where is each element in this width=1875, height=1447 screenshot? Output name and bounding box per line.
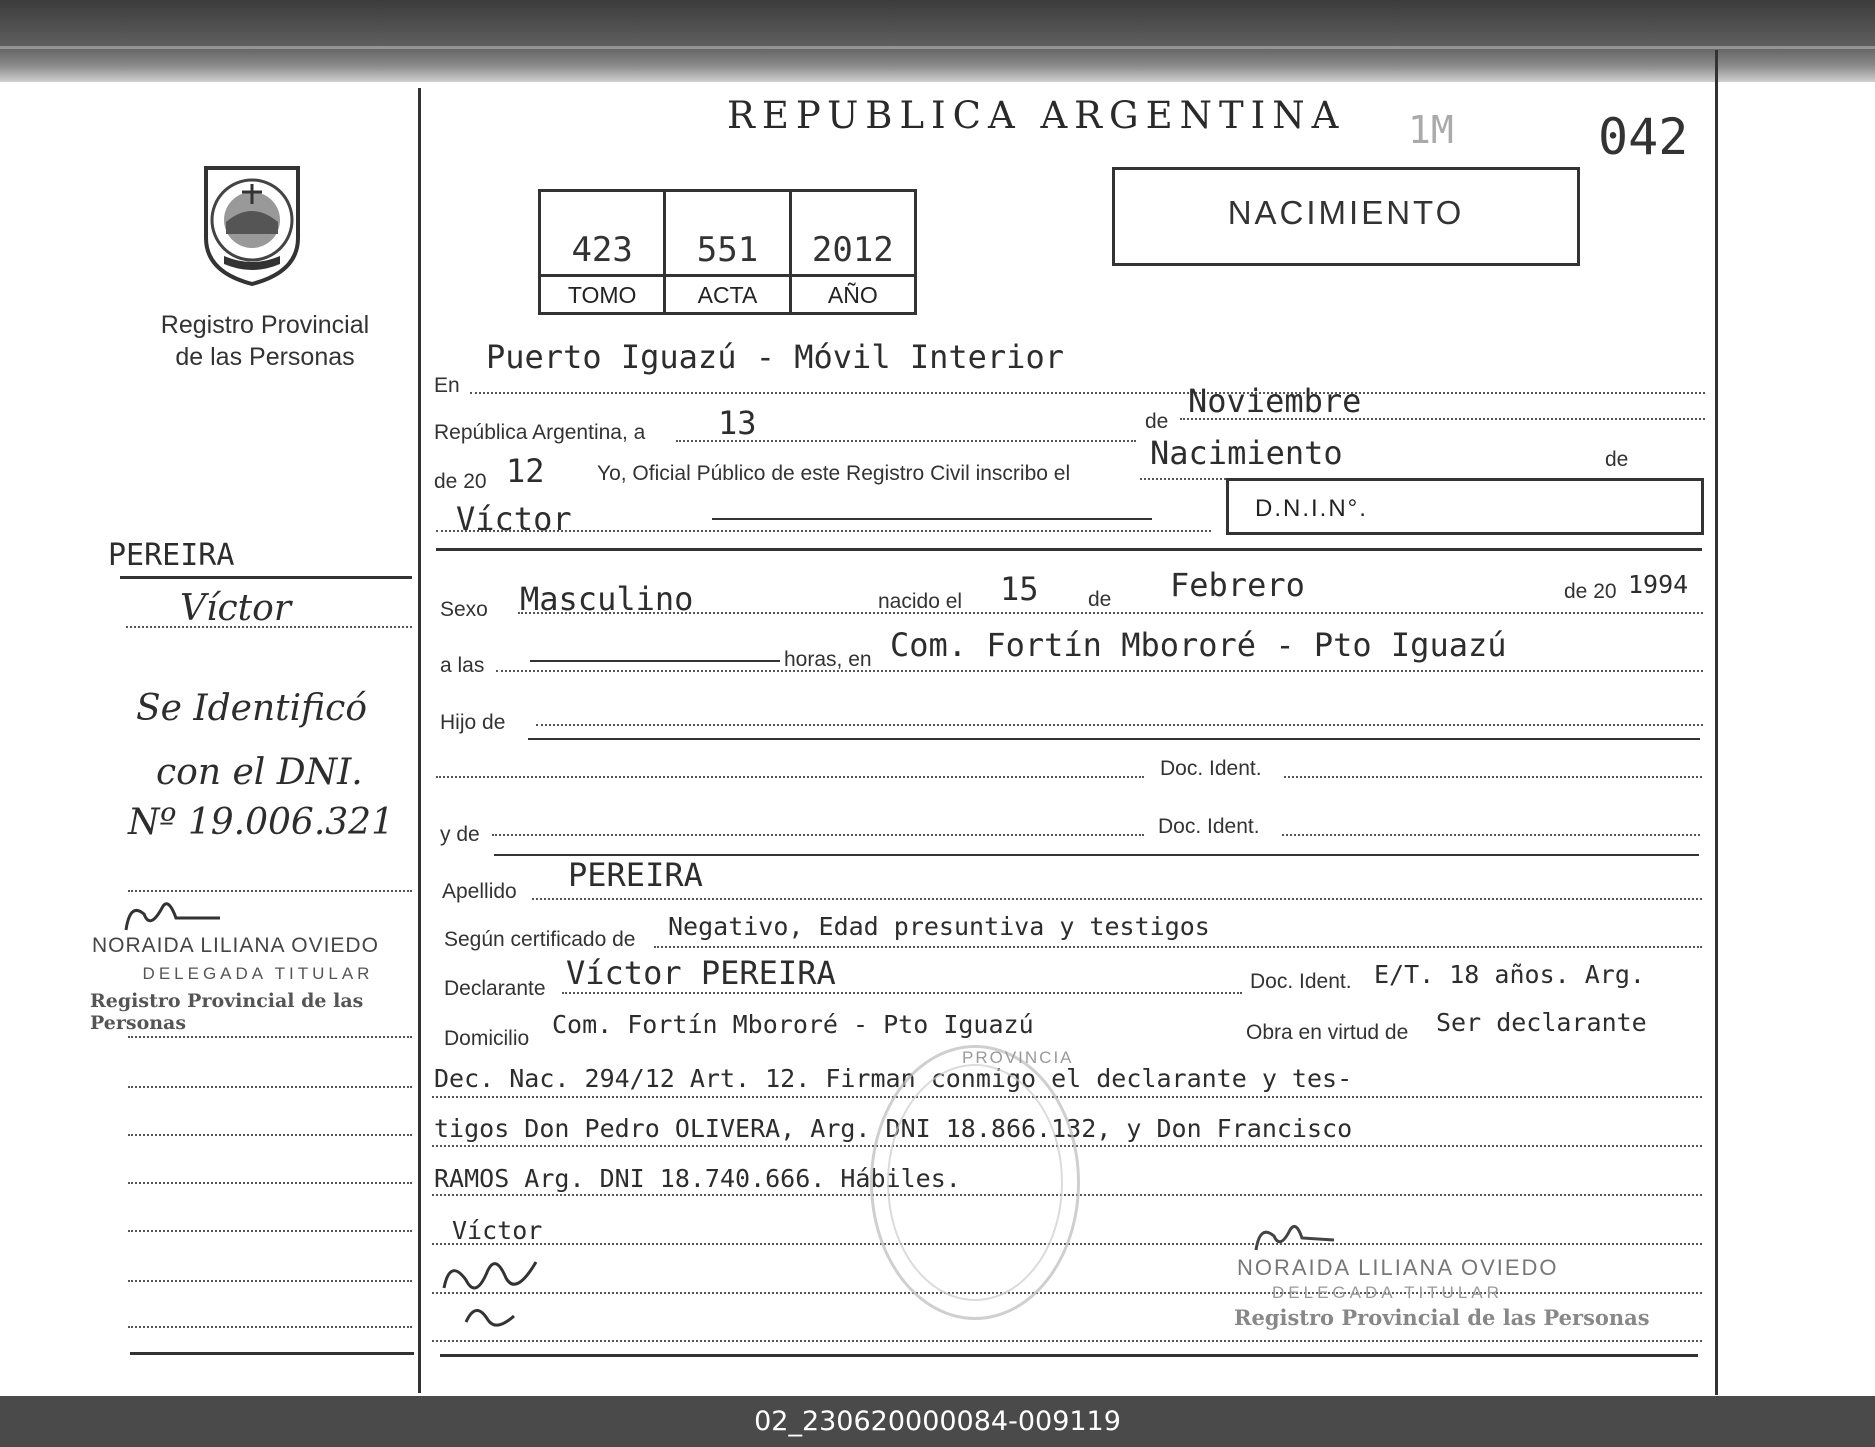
note-line-3: RAMOS Arg. DNI 18.740.666. Hábiles. <box>434 1164 961 1193</box>
margin-dotline-3 <box>128 1036 412 1038</box>
officer-stamp-office: Registro Provincial de las Personas <box>90 990 364 1034</box>
birth-place: Com. Fortín Mbororé - Pto Iguazú <box>890 626 1507 664</box>
note-line-1: Dec. Nac. 294/12 Art. 12. Firman conmigo el declarante y tes- <box>434 1064 1353 1093</box>
day-value: 13 <box>718 404 757 442</box>
hijo-line <box>536 724 1703 726</box>
hour-dash-line <box>530 660 780 662</box>
officer-stamp-title: DELEGADA TITULAR <box>142 964 374 983</box>
segun-value: Negativo, Edad presuntiva y testigos <box>668 912 1210 941</box>
doc-ident-label-2: Doc. Ident. <box>1158 815 1260 838</box>
officer-stamp-name-2: NORAIDA LILIANA OVIEDO <box>1237 1255 1559 1280</box>
sexo-line <box>518 612 1703 614</box>
acta-value: 551 <box>696 230 759 270</box>
faint-stamp-mark: 1M <box>1408 108 1454 152</box>
registry-line-1: Registro Provincial <box>160 311 370 339</box>
birth-month: Febrero <box>1170 566 1305 604</box>
apellido-label: Apellido <box>442 880 517 903</box>
de-label-3: de <box>1088 588 1112 611</box>
act-type-label: NACIMIENTO <box>1227 194 1465 231</box>
bottom-line-main <box>440 1354 1698 1357</box>
act-type-box <box>1112 167 1580 266</box>
mother-doc-line <box>1282 834 1700 836</box>
declarante-doc: E/T. 18 años. Arg. <box>1374 960 1645 989</box>
declarant-signature-name: Víctor <box>452 1216 543 1245</box>
margin-dotline-1 <box>126 626 412 628</box>
segun-label: Según certificado de <box>444 928 636 951</box>
alas-line <box>496 670 1703 672</box>
horas-label: horas, en <box>784 648 872 671</box>
obra-value: Ser declarante <box>1436 1008 1647 1037</box>
scan-top-edge <box>0 0 1875 82</box>
document-title: REPUBLICA ARGENTINA <box>727 94 1346 137</box>
note-dotline-5 <box>432 1292 1702 1294</box>
margin-dotline-6 <box>128 1182 412 1184</box>
de20-label: de 20 <box>434 470 487 493</box>
footer-id: 02_230620000084-009119 <box>754 1406 1121 1437</box>
note-dotline-1 <box>432 1096 1702 1098</box>
name-dash-line <box>712 518 1152 520</box>
margin-note-1: Se Identificó <box>136 688 367 729</box>
segun-line <box>654 946 1702 948</box>
dni-label: D.N.I.N°. <box>1255 495 1368 522</box>
officer-stamp-title-2: DELEGADA TITULAR <box>1272 1283 1503 1302</box>
year-value: 12 <box>506 452 545 490</box>
margin-bottom-line <box>130 1352 414 1355</box>
officer-signature-icon <box>1250 1220 1340 1260</box>
tomo-label: TOMO <box>541 274 663 312</box>
officer-stamp-office-2: Registro Provincial de las Personas <box>1234 1305 1650 1330</box>
note-dotline-6 <box>432 1340 1702 1342</box>
margin-dotline-4 <box>128 1086 412 1088</box>
republica-label: República Argentina, a <box>434 421 646 444</box>
margin-dotline-2 <box>128 890 412 892</box>
anio-cell <box>792 192 914 312</box>
inscribo-value: Nacimiento <box>1150 434 1343 472</box>
name-line <box>436 530 1211 532</box>
officer-stamp-name: NORAIDA LILIANA OVIEDO <box>92 934 379 957</box>
dni-box <box>1226 478 1704 535</box>
de-label: de <box>1145 410 1169 433</box>
margin-note-3: Nº 19.006.321 <box>128 802 394 843</box>
sexo-value: Masculino <box>520 580 694 618</box>
en-label: En <box>434 374 460 397</box>
month-value: Noviembre <box>1188 382 1362 420</box>
provincial-seal-icon <box>196 160 308 288</box>
father-doc-line <box>1284 776 1702 778</box>
registered-name: Víctor <box>456 500 572 538</box>
doc-ident-label-1: Doc. Ident. <box>1160 757 1262 780</box>
record-table <box>538 189 917 315</box>
margin-dotline-7 <box>128 1230 412 1232</box>
birth-day: 15 <box>1000 570 1039 608</box>
margin-dotline-5 <box>128 1134 412 1136</box>
declarante-label: Declarante <box>444 977 546 1000</box>
acta-label: ACTA <box>666 274 788 312</box>
hijo-underline <box>528 738 1700 740</box>
margin-surname: PEREIRA <box>108 538 235 573</box>
document-number: 042 <box>1598 108 1689 166</box>
acta-cell <box>666 192 791 312</box>
apellido-line <box>532 898 1702 900</box>
hijo-label: Hijo de <box>440 711 506 734</box>
nacido-label: nacido el <box>878 590 963 613</box>
margin-surname-line <box>120 576 412 579</box>
registry-name <box>120 309 410 373</box>
signature-scribble-icon <box>436 1240 556 1340</box>
declarante-value: Víctor PEREIRA <box>566 954 836 992</box>
margin-dotline-9 <box>128 1326 412 1328</box>
oficial-text: Yo, Oficial Público de este Registro Civil inscribo el <box>597 462 1071 485</box>
doc-ident-label-3: Doc. Ident. <box>1250 970 1352 993</box>
margin-dotline-8 <box>128 1280 412 1282</box>
margin-given-name: Víctor <box>180 588 292 629</box>
right-frame-line <box>1715 50 1718 1395</box>
separator-line-1 <box>436 548 1702 551</box>
mother-line <box>492 834 1144 836</box>
sexo-label: Sexo <box>440 598 488 621</box>
left-frame-line <box>418 88 421 1393</box>
margin-note-2: con el DNI. <box>156 752 363 793</box>
birth-year: 1994 <box>1628 570 1689 599</box>
anio-label: AÑO <box>792 274 914 312</box>
round-stamp-text: PROVINCIA <box>962 1048 1074 1067</box>
en-line <box>470 392 1705 394</box>
father-line <box>436 776 1144 778</box>
round-stamp <box>870 1045 1080 1320</box>
obra-label: Obra en virtud de <box>1246 1021 1409 1044</box>
en-value: Puerto Iguazú - Móvil Interior <box>486 338 1064 376</box>
tomo-value: 423 <box>571 230 633 270</box>
declarante-line <box>562 992 1242 994</box>
yde-label: y de <box>440 823 480 846</box>
apellido-value: PEREIRA <box>568 856 703 894</box>
note-line-2: tigos Don Pedro OLIVERA, Arg. DNI 18.866.132, y Don Francisco <box>434 1114 1353 1143</box>
alas-label: a las <box>440 654 485 677</box>
tomo-cell <box>541 192 666 312</box>
de-label-2: de <box>1605 448 1629 471</box>
registry-line-2: de las Personas <box>175 343 355 371</box>
domicilio-value: Com. Fortín Mbororé - Pto Iguazú <box>552 1010 1034 1039</box>
de20-label-2: de 20 <box>1564 580 1617 603</box>
domicilio-label: Domicilio <box>444 1027 530 1050</box>
footer-id-bar <box>0 1396 1875 1447</box>
anio-value: 2012 <box>811 230 894 270</box>
